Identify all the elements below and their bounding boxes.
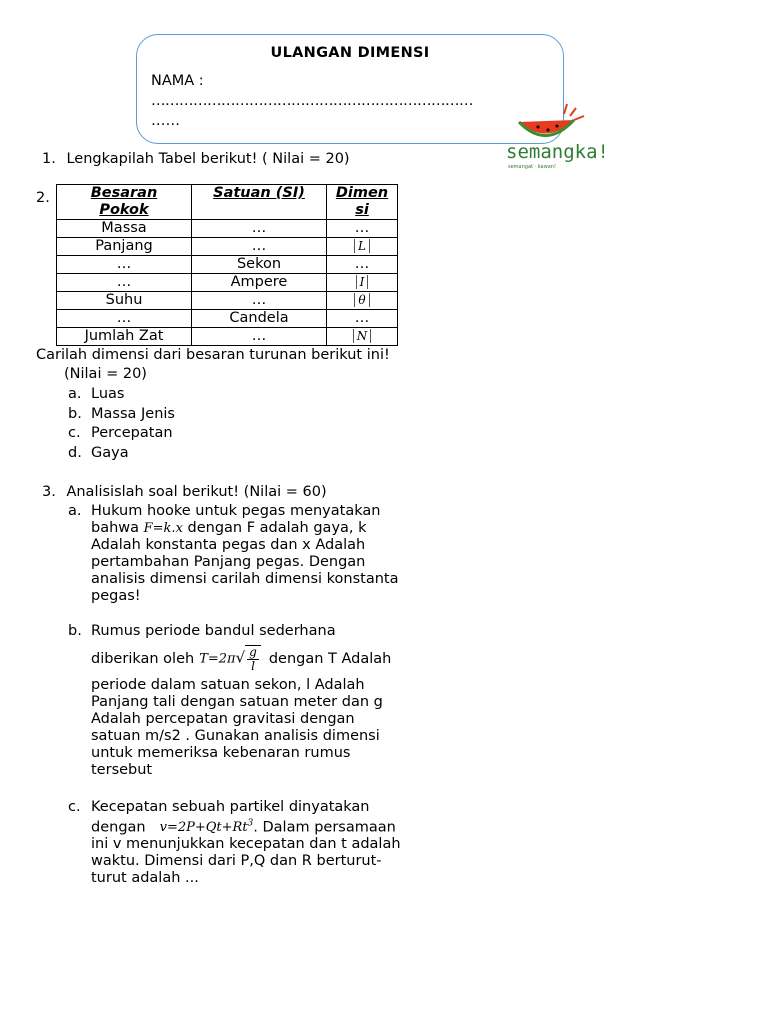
question-3b-formula-line: diberikan oleh T=2π√ $\frac{g}{l}$ dengan T Adalah: [91, 645, 392, 673]
table-cell: Massa: [57, 220, 192, 238]
semangka-logo: [504, 100, 604, 170]
question-1-number: 1.: [42, 151, 56, 167]
name-blank-line: ……………………………………………………………: [151, 93, 473, 109]
question-3c: Kecepatan sebuah partikel dinyatakan dengan $v=2P+Qt+Rt^3$. Dalam persamaan ini v menunjukkan kecepatan dan t adalah waktu. Dimensi dari P,Q dan R berturut- turut adalah ...: [91, 799, 401, 887]
table-cell: Suhu: [57, 292, 192, 310]
table-cell: …: [192, 238, 327, 256]
table-row: [57, 292, 398, 310]
table-cell: [327, 292, 398, 310]
list-item: b. Massa Jenis: [68, 406, 175, 422]
table-cell: Sekon: [192, 256, 327, 274]
question-3b-line1: Rumus periode bandul sederhana: [91, 623, 336, 639]
table-header-satuan: Satuan (SI): [192, 185, 327, 220]
table-cell: …: [57, 310, 192, 328]
list-item: c. Percepatan: [68, 425, 173, 441]
question-3c-marker: c.: [68, 799, 81, 815]
table-cell: …: [192, 292, 327, 310]
question-3-text: Analisislah soal berikut! (Nilai = 60): [66, 484, 327, 500]
table-row: [57, 328, 398, 346]
table-row: [57, 274, 398, 292]
dimension-symbol: I: [356, 275, 369, 289]
question-3a-marker: a.: [68, 503, 82, 519]
question-3: [42, 484, 327, 500]
table-cell: [327, 238, 398, 256]
table-cell: Jumlah Zat: [57, 328, 192, 346]
table-cell: Candela: [192, 310, 327, 328]
question-1-text: Lengkapilah Tabel berikut! ( Nilai = 20): [66, 151, 350, 167]
table-cell: …: [57, 274, 192, 292]
table-cell: …: [192, 328, 327, 346]
table-cell: Ampere: [192, 274, 327, 292]
table-cell: …: [57, 256, 192, 274]
dimension-symbol: L: [354, 239, 370, 253]
table-row: [57, 310, 398, 328]
table-cell: [327, 274, 398, 292]
table-row: [57, 238, 398, 256]
table-cell: [327, 328, 398, 346]
question-2-number: 2.: [36, 190, 50, 206]
table-cell: …: [327, 220, 398, 238]
table-cell: …: [327, 256, 398, 274]
name-label: NAMA :: [151, 73, 204, 89]
hooke-formula: F=k.x: [143, 521, 183, 536]
question-3-number: 3.: [42, 484, 56, 500]
question-3b-body: periode dalam satuan sekon, l Adalah Panjang tali dengan satuan meter dan g Adalah percepatan gravitasi dengan satuan m/s2 . Gunakan analisis dimensi untuk memeriksa kebenaran rumus tersebut: [91, 677, 383, 778]
table-header-besaran: Besaran Pokok: [57, 185, 192, 220]
table-cell: Panjang: [57, 238, 192, 256]
header-box: [136, 34, 564, 144]
table-header-dimensi: Dimen si: [327, 185, 398, 220]
dimension-symbol: θ: [354, 293, 369, 307]
name-blank-line-continued: ……: [151, 113, 180, 129]
dimension-symbol: N: [353, 329, 372, 343]
question-2-intro: Carilah dimensi dari besaran turunan berikut ini!: [36, 347, 390, 363]
document-title: ULANGAN DIMENSI: [270, 45, 430, 61]
table-header-row: [57, 185, 398, 220]
list-item: d. Gaya: [68, 445, 129, 461]
pendulum-formula: T=2π√ $\frac{g}{l}$: [199, 645, 261, 673]
table-cell: …: [327, 310, 398, 328]
logo-text: semangka!: [506, 141, 604, 163]
question-2-score: (Nilai = 20): [64, 366, 147, 382]
logo-tagline: semangat · kawan!: [508, 164, 556, 170]
velocity-formula: $v=2P+Qt+Rt^3$: [159, 819, 254, 836]
table-cell: …: [192, 220, 327, 238]
question-1: [42, 151, 350, 167]
dimension-table: [56, 184, 398, 346]
question-3a: Hukum hooke untuk pegas menyatakan bahwa F=k.x dengan F adalah gaya, k Adalah konstanta pegas dan x Adalah pertambahan Panjang pegas. Dengan analisis dimensi carilah dimensi konstanta pegas!: [91, 503, 399, 604]
question-3b-marker: b.: [68, 623, 82, 639]
list-item: a. Luas: [68, 386, 125, 402]
table-row: [57, 220, 398, 238]
watermelon-icon: [504, 100, 604, 170]
table-row: [57, 256, 398, 274]
